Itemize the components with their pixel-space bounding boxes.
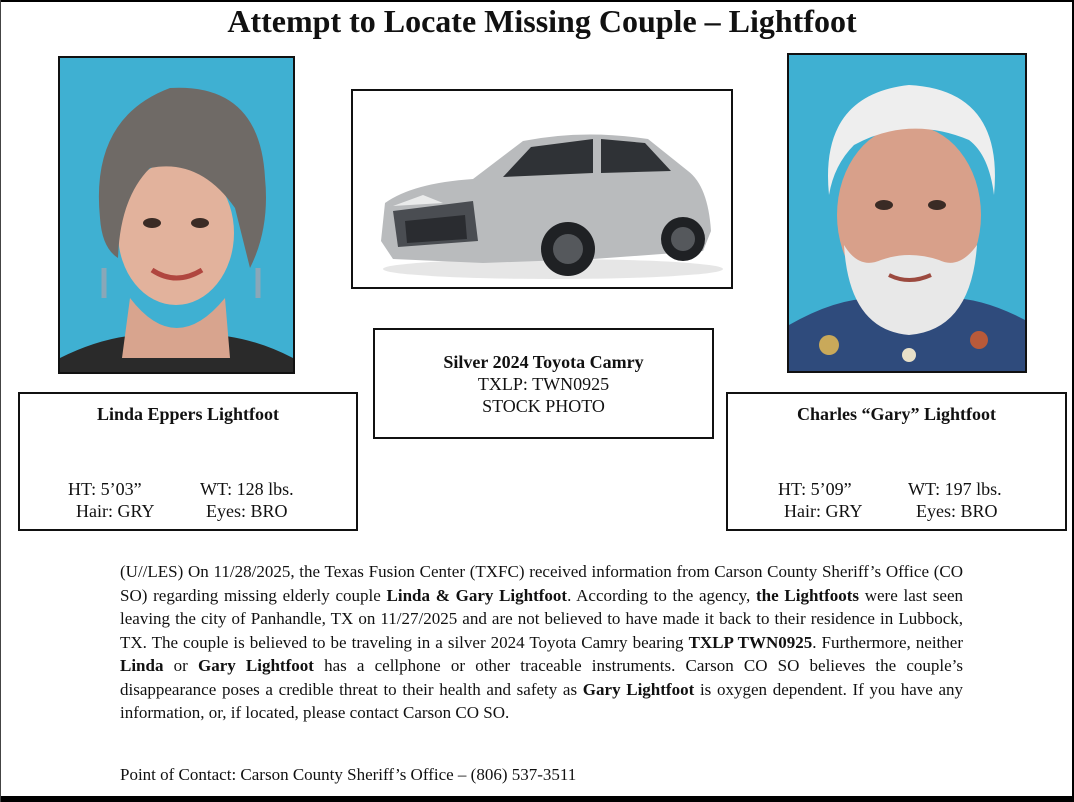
gary-weight: WT: 197 lbs.	[908, 479, 1002, 499]
gary-info-box	[726, 392, 1067, 531]
frame-left-border	[0, 0, 1, 802]
body-text-segment: were last seen leaving the city of Panhandle, TX on 11/27/2025 and are not believed to have made it back to their residence in Lubbock, TX. The couple is believed to be traveling in a silver 2024 Toyota Camry bearing	[120, 585, 964, 652]
linda-height: HT: 5’03”	[68, 479, 142, 499]
body-text-segment: is oxygen dependent. If you have any information, or, if located, please contact Carson CO SO.	[120, 679, 964, 722]
body-text-segment: (U//LES) On 11/28/2025, the Texas Fusion Center (TXFC) received information from Carson County Sheriff’s Office (CO SO) regarding missing elderly couple	[120, 562, 963, 605]
vehicle-info-box	[373, 328, 714, 439]
page-title: Attempt to Locate Missing Couple – Lightfoot	[227, 3, 857, 39]
body-text-segment: or	[163, 656, 198, 675]
body-bold-segment: the Lightfoots	[756, 585, 860, 605]
vehicle-plate: TXLP: TWN0925	[477, 374, 610, 394]
linda-hair: Hair: GRY	[76, 501, 155, 521]
linda-weight: WT: 128 lbs.	[200, 479, 294, 499]
body-bold-segment: Gary Lightfoot	[197, 656, 314, 675]
gary-photo	[787, 53, 1027, 373]
gary-eyes: Eyes: BRO	[916, 501, 998, 521]
linda-name: Linda Eppers Lightfoot	[96, 404, 280, 424]
body-paragraph	[120, 560, 963, 725]
body-text-segment: . Furthermore, neither	[812, 632, 963, 652]
body-bold-segment: TXLP TWN0925	[688, 632, 813, 652]
linda-photo	[58, 56, 295, 374]
linda-info-box	[18, 392, 358, 531]
vehicle-description: Silver 2024 Toyota Camry	[443, 352, 644, 372]
gary-height: HT: 5’09”	[778, 479, 852, 499]
body-text-segment: has a cellphone or other traceable instruments. Carson CO SO believes the couple’s disappearance poses a credible threat to their health and safety as	[120, 656, 963, 699]
gary-hair: Hair: GRY	[784, 501, 863, 521]
body-bold-segment: Gary Lightfoot	[582, 679, 695, 699]
linda-eyes: Eyes: BRO	[206, 501, 288, 521]
body-bold-segment: Linda	[120, 656, 164, 675]
point-of-contact: Point of Contact: Carson County Sheriff’s Office – (806) 537-3511	[120, 765, 577, 784]
gary-name: Charles “Gary” Lightfoot	[797, 404, 996, 424]
body-bold-segment: Linda & Gary Lightfoot	[386, 585, 568, 605]
car-photo	[351, 89, 733, 289]
vehicle-photo-note: STOCK PHOTO	[482, 396, 605, 416]
body-text-segment: . According to the agency,	[567, 585, 757, 605]
